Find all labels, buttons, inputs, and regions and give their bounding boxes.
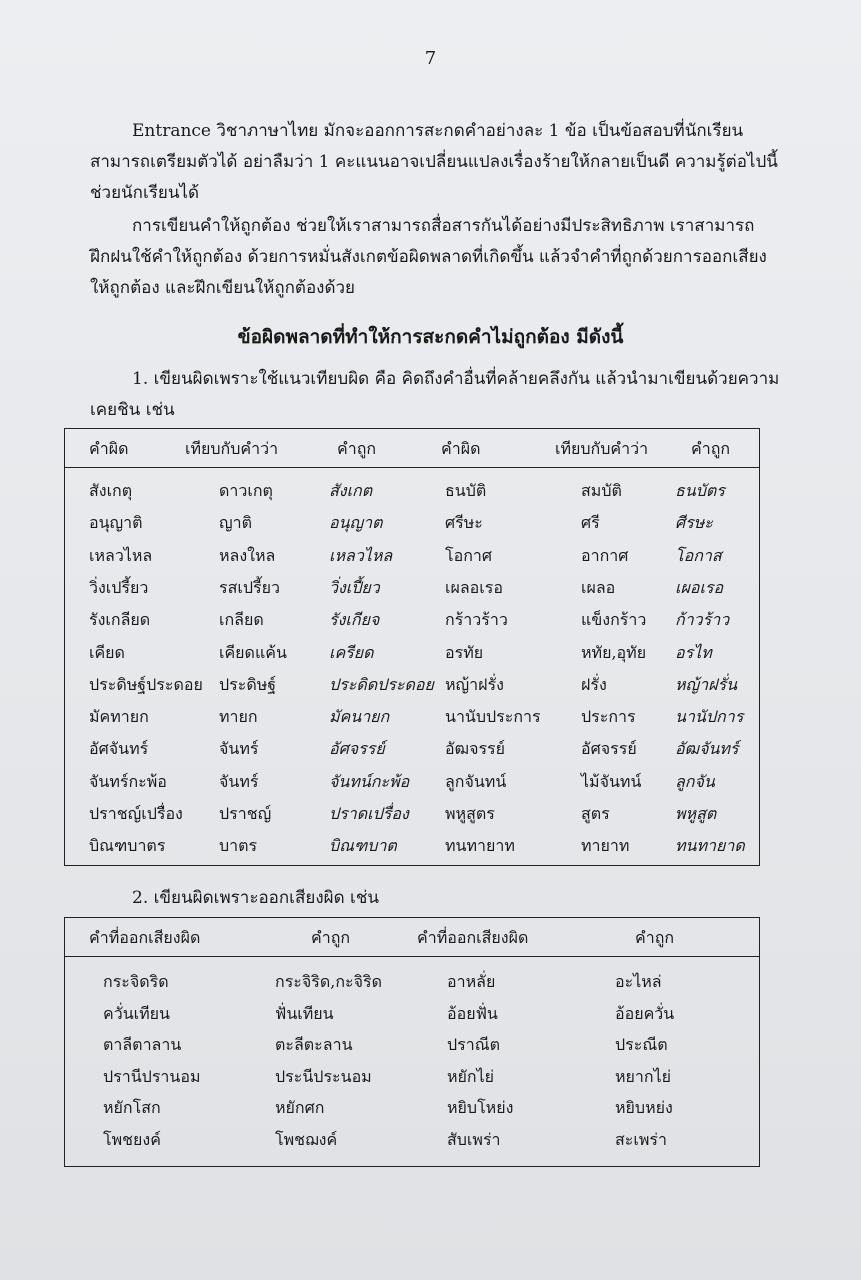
table-cell: ไม้จันทน์ — [581, 771, 642, 791]
table-cell: ก้าวร้าว — [675, 610, 730, 630]
table-cell: อัฒจรรย์ — [445, 739, 505, 759]
table-cell: นานับประการ — [445, 707, 541, 727]
table-cell: ศรี — [581, 513, 600, 533]
table-cell: อะไหล่ — [615, 972, 662, 991]
table-cell: เกลียด — [219, 610, 264, 630]
table-cell: โอกาส — [675, 545, 722, 565]
table-cell: บิณฑบาต — [329, 836, 397, 856]
header-cell: เทียบกับคำว่า — [555, 439, 649, 458]
table-cell: กระจิริด,กะจิริด — [275, 972, 382, 991]
table-cell: บาตร — [219, 836, 258, 856]
table-cell: วิ่งเปี้ยว — [329, 577, 380, 597]
table-cell: สังเกตุ — [89, 481, 133, 500]
item-1-text: 1. เขียนผิดเพราะใช้แนวเทียบผิด คือ คิดถึงคำอื่นที่คล้ายคลึงกัน แล้วนำมาเขียนด้วยความเคยชิน เช่น — [90, 369, 780, 420]
page-number: 7 — [424, 48, 437, 69]
table-cell: หยักโสก — [103, 1098, 161, 1117]
table-cell: หยิบหย่ง — [615, 1098, 673, 1117]
table-cell: ปราชญ์เปรื่อง — [89, 804, 183, 823]
table-cell: อรทัย — [445, 642, 484, 662]
table-cell: จันทร์ — [219, 771, 259, 791]
table-cell: สับเพร่า — [447, 1129, 501, 1149]
table-cell: ฝรั่ง — [581, 674, 607, 694]
table-cell: ทายก — [219, 707, 258, 727]
table-cell: อนุญาติ — [89, 513, 143, 533]
table-cell: อัศจรรย์ — [581, 739, 637, 759]
table-cell: นานัปการ — [675, 707, 744, 727]
header-cell: คำผิด — [89, 439, 129, 458]
table-cell: ธนบัติ — [445, 481, 487, 500]
table-cell: มัคทายก — [89, 707, 149, 727]
header-cell: คำถูก — [635, 928, 675, 947]
table-cell: ปราดเปรื่อง — [329, 804, 409, 823]
table-cell: อ้อยควั่น — [615, 1003, 675, 1023]
table-cell: มัคนายก — [329, 707, 390, 727]
table-cell: หยากไย่ — [615, 1066, 672, 1086]
table-cell: สมบัติ — [581, 481, 622, 500]
table-cell: โอกาศ — [445, 545, 493, 565]
table-cell: อากาศ — [581, 545, 629, 565]
table-cell: รังเกียจ — [329, 610, 380, 630]
table-cell: สูตร — [581, 804, 610, 823]
table-cell: หยิบโหย่ง — [447, 1098, 514, 1117]
table-cell: หยักไย่ — [447, 1066, 495, 1086]
table-cell: หญ้าฝรั่ง — [445, 674, 504, 694]
table-cell: เคียด — [89, 642, 125, 662]
table-cell: จันทน์กะพ้อ — [329, 771, 410, 791]
table-cell: ธนบัตร — [675, 481, 725, 500]
table-cell: หลงใหล — [219, 545, 276, 565]
header-cell: เทียบกับคำว่า — [185, 439, 279, 458]
table-cell: กร้าวร้าว — [445, 610, 508, 630]
pronunciation-table — [64, 917, 760, 1167]
table-cell: ประดิษฐ์ — [219, 674, 277, 694]
table-cell: เหลวไหล — [89, 545, 153, 565]
table-cell: อรไท — [675, 642, 712, 662]
table-cell: จันทร์ — [219, 739, 259, 759]
table-cell: เผอเรอ — [675, 577, 724, 597]
table-cell: แข็งกร้าว — [581, 610, 647, 630]
table-cell: ตาลีตาลาน — [103, 1035, 182, 1054]
table-cell: ทนทายาด — [675, 836, 745, 856]
table-cell: หยักศก — [275, 1098, 325, 1117]
header-cell: คำที่ออกเสียงผิด — [89, 928, 201, 947]
table-cell: ประณีต — [615, 1035, 668, 1054]
header-cell: คำผิด — [441, 439, 481, 458]
table-cell: ลูกจันทน์ — [445, 771, 507, 791]
item-2-text: 2. เขียนผิดเพราะออกเสียงผิด เช่น — [132, 888, 379, 908]
table-cell: ศรีษะ — [445, 513, 483, 533]
table-cell: ศีรษะ — [675, 513, 713, 533]
table-cell: อัฒจันทร์ — [675, 739, 739, 759]
table-header — [65, 918, 759, 957]
table-cell: ประดิดประดอย — [329, 674, 434, 694]
table-cell: ดาวเกตุ — [219, 481, 273, 500]
table-cell: ทายาท — [581, 836, 630, 856]
table-cell: ปราณีต — [447, 1035, 500, 1054]
table-cell: โพชยงค์ — [103, 1129, 161, 1149]
table-cell: อ้อยฟั่น — [447, 1003, 498, 1023]
table-cell: บิณฑบาตร — [89, 836, 166, 856]
table-cell: สังเกต — [329, 481, 373, 500]
header-cell: คำถูก — [337, 439, 377, 458]
table-cell: โพชฌงค์ — [275, 1129, 338, 1149]
writing-paragraph: การเขียนคำให้ถูกต้อง ช่วยให้เราสามารถสื่อสารกันได้อย่างมีประสิทธิภาพ เราสามารถฝึกฝนใช้คำให้ถูกต้อง ด้วยการหมั่นสังเกตข้อผิดพลาดที่เกิดขึ้น แล้วจำคำที่ถูกด้วยการออกเสียงให้ถูกต้อง และฝึกเขียนให้ถูกต้องด้วย — [90, 216, 767, 298]
table-cell: ควั่นเทียน — [103, 1003, 170, 1023]
table-cell: อาหลั่ย — [447, 972, 496, 991]
table-cell: อัศจรรย์ — [329, 739, 385, 759]
table-cell: ประการ — [581, 707, 636, 727]
table-cell: หทัย,อุทัย — [581, 642, 647, 662]
table-cell: ประดิษฐ์ประดอย — [89, 674, 203, 694]
table-cell: พหูสูตร — [445, 804, 495, 823]
table-cell: สะเพร่า — [615, 1129, 667, 1149]
table-header — [65, 429, 759, 468]
table-cell: อัศจันทร์ — [89, 739, 149, 759]
table-cell: ฟั่นเทียน — [275, 1003, 334, 1023]
table-cell: เหลวไหล — [329, 545, 393, 565]
table-cell: รังเกลียด — [89, 610, 151, 630]
table-cell: ประนีประนอม — [275, 1066, 372, 1086]
intro-paragraph: Entrance วิชาภาษาไทย มักจะออกการสะกดคำอย่างละ 1 ข้อ เป็นข้อสอบที่นักเรียนสามารถเตรียมตัวได้ อย่าลืมว่า 1 คะแนนอาจเปลี่ยนแปลงเรื่องร้ายให้กลายเป็นดี ความรู้ต่อไปนี้ช่วยนักเรียนได้ — [90, 121, 778, 203]
table-cell: ตะลีตะลาน — [275, 1035, 353, 1054]
comparison-table — [64, 428, 760, 866]
table-cell: เคียดแค้น — [219, 642, 287, 662]
table-cell: วิ่งเปรี้ยว — [89, 577, 149, 597]
header-cell: คำถูก — [311, 928, 351, 947]
table-cell: เผลอ — [581, 577, 616, 597]
table-cell: ลูกจัน — [675, 771, 715, 791]
table-cell: จันทร์กะพ้อ — [89, 771, 167, 791]
header-cell: คำถูก — [691, 439, 731, 458]
table-cell: ญาติ — [219, 513, 253, 533]
table-cell: ทนทายาท — [445, 836, 515, 856]
header-cell: คำที่ออกเสียงผิด — [417, 928, 529, 947]
table-cell: ปราชญ์ — [219, 804, 272, 823]
table-cell: พหูสูต — [675, 804, 717, 823]
table-cell: รสเปรี้ยว — [219, 577, 280, 597]
table-cell: ปรานีปรานอม — [103, 1066, 201, 1086]
table-cell: กระจิดริด — [103, 972, 169, 991]
section-heading: ข้อผิดพลาดที่ทำให้การสะกดคำไม่ถูกต้อง มีดังนี้ — [237, 326, 624, 348]
table-cell: หญ้าฝรั่น — [675, 674, 738, 694]
table-cell: อนุญาต — [329, 513, 383, 533]
table-cell: เผลอเรอ — [445, 577, 503, 597]
table-cell: เครียด — [329, 642, 374, 662]
